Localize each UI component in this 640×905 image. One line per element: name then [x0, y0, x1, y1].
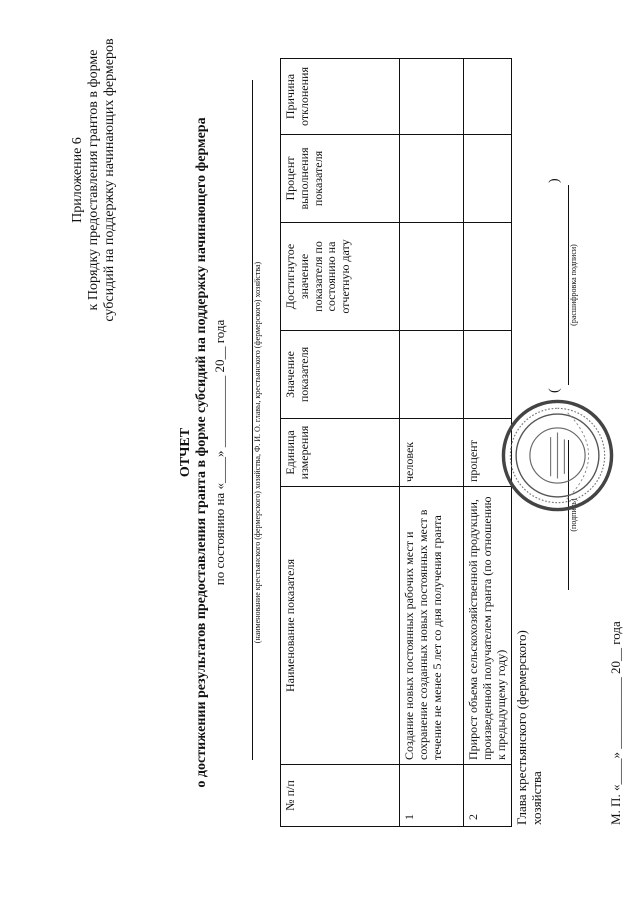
header-reason: Причина отклонения	[281, 59, 400, 135]
header-value: Значение показателя	[281, 331, 400, 419]
row-indicator: Прирост объема сельскохозяйственной продукции, произведенной получателем гранта (по отношению к предыдущему году)	[464, 487, 512, 765]
appendix-note	[70, 15, 118, 345]
table-row	[400, 59, 464, 827]
appendix-line-3: субсидий на поддержку начинающих фермеров	[102, 38, 118, 322]
stamp-place-and-date: М. П. «____» ___________ 20__ года	[608, 621, 623, 825]
decode-bracket-left: (	[547, 388, 562, 393]
header-indicator: Наименование показателя	[281, 487, 400, 765]
row-achieved	[400, 223, 464, 331]
row-reason	[464, 59, 512, 135]
indicators-table	[280, 58, 512, 827]
appendix-line-2: к Порядку предоставления грантов в форме	[86, 49, 102, 311]
header-unit: Единица измерения	[281, 419, 400, 487]
appendix-line-1: Приложение 6	[70, 137, 85, 223]
row-percent	[464, 135, 512, 223]
row-num: 2	[464, 765, 512, 827]
row-num: 1	[400, 765, 464, 827]
report-subtitle: о достижении результатов предоставления гранта в форме субсидий на поддержку начинающего фермера	[194, 117, 209, 788]
signature-decode-caption: (расшифровка подписи)	[569, 244, 578, 326]
report-as-of-date: по состоянию на «____» ___________ 20__ года	[212, 319, 227, 586]
report-title: ОТЧЕТ	[178, 427, 193, 478]
signature-caption: (подпись)	[569, 498, 578, 532]
table-header-row	[281, 59, 400, 827]
farm-name-line	[240, 80, 253, 760]
farm-name-caption: (наименование крестьянского (фермерского) хозяйства, Ф. И. О. главы, крестьянского (фермерского) хозяйства)	[253, 261, 262, 644]
row-unit: процент	[464, 419, 512, 487]
row-indicator: Создание новых постоянных рабочих мест и сохранение созданных новых постоянных мест в течение не менее 5 лет со дня получения гранта	[400, 487, 464, 765]
row-achieved	[464, 223, 512, 331]
header-achieved: Достигнутое значение показателя по состоянию на отчетную дату	[281, 223, 400, 331]
row-percent	[400, 135, 464, 223]
header-num: № п/п	[281, 765, 400, 827]
decode-bracket-right: )	[547, 178, 562, 183]
round-stamp-image	[500, 398, 615, 513]
row-value	[400, 331, 464, 419]
header-percent: Процент выполнения показателя	[281, 135, 400, 223]
row-reason	[400, 59, 464, 135]
farm-head-label: Глава крестьянского (фермерского) хозяйства	[514, 630, 544, 825]
row-unit: человек	[400, 419, 464, 487]
signature-decode-line	[558, 185, 569, 385]
